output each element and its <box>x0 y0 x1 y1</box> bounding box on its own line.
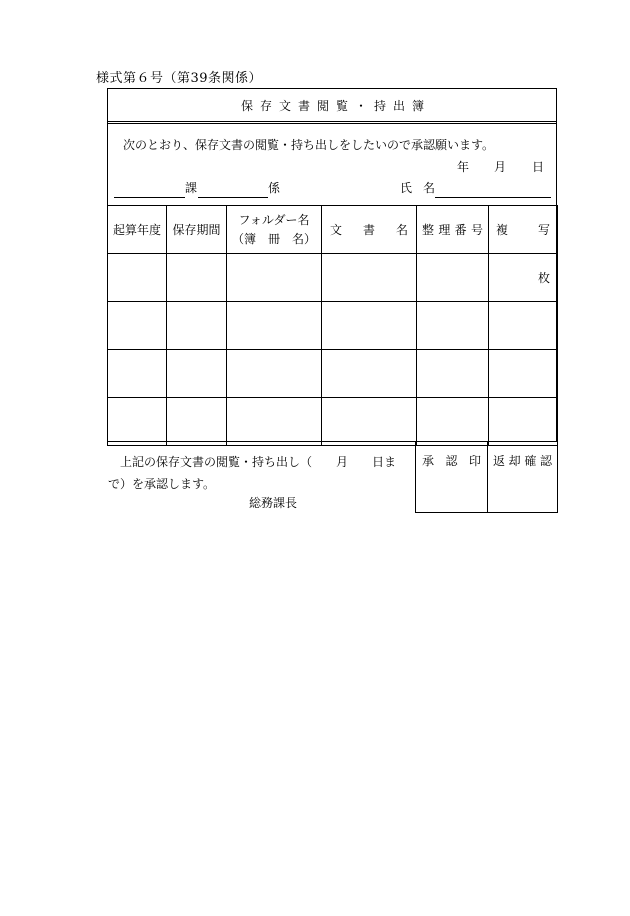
cell-document-name[interactable] <box>322 302 417 350</box>
return-confirmation-char: 却 <box>508 454 521 468</box>
header-copies-char: 写 <box>537 223 550 237</box>
title-row <box>108 89 556 124</box>
cell-copies[interactable] <box>489 302 558 350</box>
subsection-field-line[interactable] <box>198 181 268 198</box>
records-table <box>107 205 558 446</box>
date-day-label: 日 <box>532 160 545 174</box>
date-year-label: 年 <box>457 160 470 174</box>
return-confirmation-char: 認 <box>539 454 552 468</box>
section-label: 課 <box>185 181 198 195</box>
return-confirmation-box[interactable] <box>487 441 558 513</box>
cell-reference-number[interactable] <box>417 254 489 302</box>
approval-line-2: で）を承認します。 <box>108 477 216 491</box>
table-header-row <box>108 206 558 254</box>
cell-start-year[interactable] <box>108 254 167 302</box>
cell-retention[interactable] <box>167 302 227 350</box>
approval-stamp-char: 認 <box>445 454 458 468</box>
return-confirmation-caption <box>493 452 552 469</box>
cell-start-year[interactable] <box>108 398 167 446</box>
form-label: 様式第６号（第39条関係） <box>96 71 263 86</box>
date-month-label: 月 <box>494 160 507 174</box>
cell-folder[interactable] <box>227 254 322 302</box>
approval-stamp-box[interactable] <box>415 441 488 513</box>
header-document-name-char: 文 <box>330 223 343 237</box>
approval-stamp-caption <box>422 452 481 469</box>
header-document-name <box>322 206 417 254</box>
cell-document-name[interactable] <box>322 254 417 302</box>
subsection-label: 係 <box>268 181 281 195</box>
cell-copies[interactable] <box>489 254 558 302</box>
header-reference-number-char: 番 <box>454 223 467 237</box>
form-frame <box>107 88 557 442</box>
cell-retention[interactable] <box>167 254 227 302</box>
approval-stamp-char: 印 <box>468 454 481 468</box>
section-field-line[interactable] <box>114 181 185 198</box>
name-label-1: 氏 <box>400 181 413 195</box>
header-reference-number-char: 号 <box>470 223 483 237</box>
page-title: 保存文書閲覧・持出簿 <box>240 98 431 113</box>
approval-line-1: 上記の保存文書の閲覧・持ち出し（ 月 日ま <box>120 455 397 469</box>
header-start-year: 起算年度 <box>108 206 167 254</box>
cell-reference-number[interactable] <box>417 350 489 398</box>
cell-copies[interactable] <box>489 350 558 398</box>
approval-text <box>108 451 413 495</box>
header-document-name-char: 名 <box>395 223 408 237</box>
header-reference-number-char: 理 <box>438 223 451 237</box>
cell-document-name[interactable] <box>322 350 417 398</box>
cell-folder[interactable] <box>227 302 322 350</box>
cell-reference-number[interactable] <box>417 398 489 446</box>
table-row <box>108 254 558 302</box>
cell-retention[interactable] <box>167 398 227 446</box>
cell-copies[interactable] <box>489 398 558 446</box>
header-folder-line1: フォルダー名 <box>238 212 310 227</box>
header-copies-char: 複 <box>496 223 509 237</box>
header-reference-number-char: 整 <box>422 223 435 237</box>
header-retention: 保存期間 <box>167 206 227 254</box>
cell-document-name[interactable] <box>322 398 417 446</box>
header-copies <box>489 206 558 254</box>
table-row <box>108 302 558 350</box>
header-document-name-char: 書 <box>362 223 375 237</box>
name-field-line[interactable] <box>435 181 551 198</box>
general-affairs-chief-label: 総務課長 <box>249 496 298 510</box>
cell-start-year[interactable] <box>108 350 167 398</box>
cell-reference-number[interactable] <box>417 302 489 350</box>
approval-stamp-char: 承 <box>422 454 435 468</box>
return-confirmation-char: 返 <box>493 454 506 468</box>
header-reference-number <box>417 206 489 254</box>
cell-start-year[interactable] <box>108 302 167 350</box>
cell-folder[interactable] <box>227 350 322 398</box>
cell-folder[interactable] <box>227 398 322 446</box>
copy-unit-label: 枚 <box>537 271 550 285</box>
table-row <box>108 350 558 398</box>
header-folder <box>227 206 322 254</box>
header-folder-line2: （簿 冊 名） <box>231 231 316 246</box>
name-label-2: 名 <box>423 181 436 195</box>
table-row <box>108 398 558 446</box>
request-text: 次のとおり、保存文書の閲覧・持ち出しをしたいので承認願います。 <box>123 138 495 152</box>
return-confirmation-char: 確 <box>524 454 537 468</box>
cell-retention[interactable] <box>167 350 227 398</box>
